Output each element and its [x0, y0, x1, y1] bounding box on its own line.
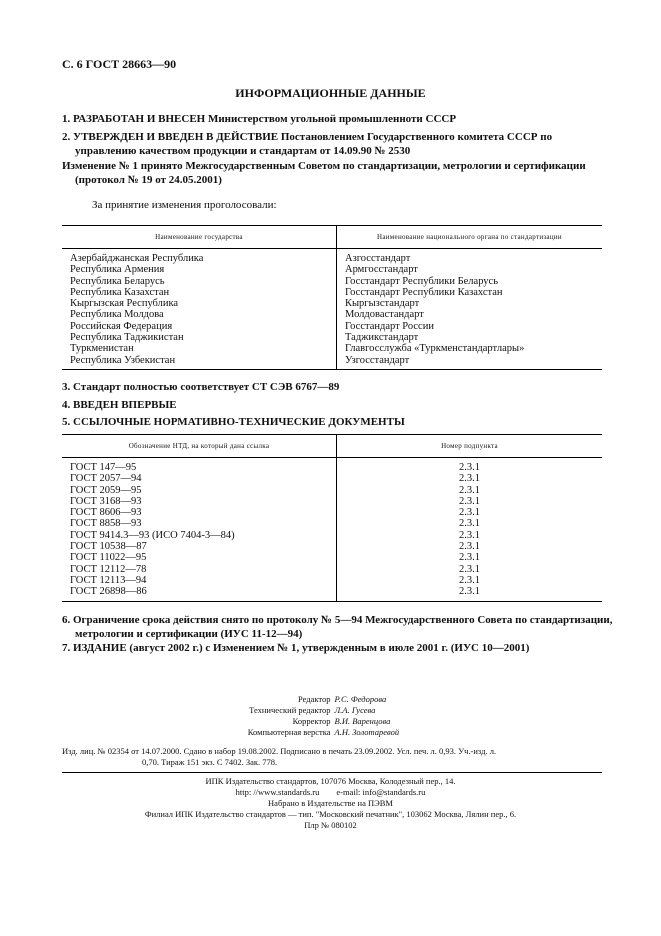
table-cell: Госстандарт России — [345, 320, 434, 332]
table-cell: Главгосслужба «Туркменстандартлары» — [345, 343, 525, 355]
table-cell: 2.3.1 — [337, 586, 603, 601]
table-row — [62, 507, 602, 518]
table-cell: Госстандарт Республики Беларусь — [345, 275, 499, 287]
table-row — [62, 575, 602, 586]
table-row — [62, 485, 602, 496]
table-row — [62, 518, 602, 529]
item-4: 4. ВВЕДЕН ВПЕРВЫЕ — [62, 399, 177, 411]
table-cell: Молдовастандарт — [345, 309, 424, 321]
table-cell: 2.3.1 — [459, 495, 480, 507]
item-1: 1. РАЗРАБОТАН И ВНЕСЕН Министерством угольной промышленноти СССР — [62, 113, 457, 125]
credit-row — [0, 694, 661, 705]
table-cell: 2.3.1 — [459, 574, 480, 586]
table-row — [62, 355, 602, 370]
table-cell: Азгосстандарт — [345, 253, 411, 264]
credit-role: Компьютерная верстка — [247, 727, 331, 737]
table-cell: Республика Узбекистан — [62, 355, 337, 370]
states-col-header: Наименование государства — [62, 226, 337, 249]
table-cell: Госстандарт Республики Казахстан — [345, 286, 503, 298]
item-2: 2. УТВЕРЖДЕН И ВВЕДЕН В ДЕЙСТВИЕ Постановлением Государственного комитета СССР по управлению качеством продукции и стандартам от 14.09.90 № 2530 — [62, 131, 553, 157]
item-6: 6. Ограничение срока действия снято по протоколу № 5—94 Межгосударственного Совета по стандартизации, метрологии и сертификации (ИУС 11-12—94) — [62, 614, 613, 640]
item-7: 7. ИЗДАНИЕ (август 2002 г.) с Изменением № 1, утвержденным в июле 2001 г. (ИУС 10—2001) — [62, 642, 530, 654]
table-cell: 2.3.1 — [459, 484, 480, 496]
refs-col-header: Номер подпункта — [337, 435, 603, 458]
states-table — [62, 225, 602, 370]
table-cell: 2.3.1 — [459, 473, 480, 485]
table-row — [62, 249, 602, 265]
table-row — [62, 287, 602, 298]
table-cell: ГОСТ 11022—95 — [62, 552, 337, 563]
table-cell: ГОСТ 10538—87 — [62, 541, 337, 552]
table-row — [62, 298, 602, 309]
credit-name: А.Н. Золотаревой — [334, 727, 400, 737]
table-cell: ГОСТ 8606—93 — [62, 507, 337, 518]
item-3: 3. Стандарт полностью соответствует СТ СЭВ 6767—89 — [62, 381, 340, 393]
table-cell: ГОСТ 2059—95 — [62, 485, 337, 496]
credit-row — [0, 705, 661, 716]
table-cell: ГОСТ 147—95 — [62, 458, 337, 474]
credits-block — [0, 694, 661, 738]
table-cell: Армгосстандарт — [345, 264, 418, 276]
imprint-line: http: //www.standards.ru e-mail: info@standards.ru — [235, 787, 426, 797]
table-row — [62, 321, 602, 332]
table-cell: 2.3.1 — [459, 529, 480, 541]
table-cell: 2.3.1 — [459, 518, 480, 530]
table-cell: ГОСТ 9414.3—93 (ИСО 7404-3—84) — [62, 530, 337, 541]
references-table — [62, 434, 602, 602]
credit-row — [0, 716, 661, 727]
table-row — [62, 541, 602, 552]
section-title: ИНФОРМАЦИОННЫЕ ДАННЫЕ — [235, 86, 426, 100]
table-cell: Республика Беларусь — [62, 276, 337, 287]
table-cell: Узгосстандарт — [337, 355, 603, 370]
table-cell: ГОСТ 8858—93 — [62, 518, 337, 529]
table-row — [62, 332, 602, 343]
table-cell: 2.3.1 — [459, 563, 480, 575]
publication-info — [62, 746, 602, 768]
table-cell: Республика Молдова — [62, 309, 337, 320]
table-row — [62, 496, 602, 507]
table-cell: Азербайджанская Республика — [62, 249, 337, 265]
table-row — [62, 276, 602, 287]
table-row — [62, 564, 602, 575]
table-cell: 2.3.1 — [459, 507, 480, 519]
table-cell: 2.3.1 — [459, 462, 480, 473]
credit-name: Р.С. Федорова — [334, 694, 387, 704]
table-cell: ГОСТ 3168—93 — [62, 496, 337, 507]
table-cell: ГОСТ 2057—94 — [62, 473, 337, 484]
imprint-block — [0, 776, 661, 831]
page-header: С. 6 ГОСТ 28663—90 — [62, 57, 177, 71]
imprint-line: Филиал ИПК Издательство стандартов — тип. "Московский печатник", 103062 Москва, Лялин пер., 6. — [144, 809, 517, 819]
voted-intro: За принятие изменения проголосовали: — [92, 199, 277, 211]
imprint-line: Набрано в Издательстве на ПЭВМ — [268, 798, 393, 808]
credit-name: Л.А. Гусева — [334, 705, 376, 715]
imprint-line: Плр № 080102 — [304, 820, 357, 830]
credit-row — [0, 727, 661, 738]
table-row — [62, 343, 602, 354]
table-cell: Кыргызская Республика — [62, 298, 337, 309]
item-5: 5. ССЫЛОЧНЫЕ НОРМАТИВНО-ТЕХНИЧЕСКИЕ ДОКУМЕНТЫ — [62, 416, 405, 428]
table-cell: ГОСТ 12113—94 — [62, 575, 337, 586]
table-cell: Туркменистан — [62, 343, 337, 354]
table-row — [62, 458, 602, 474]
credit-role: Редактор — [298, 694, 331, 704]
refs-col-header: Обозначение НТД, на который дана ссылка — [62, 435, 337, 458]
publication-line: 0,70. Тираж 151 экз. С 7402. Зак. 778. — [142, 757, 278, 767]
amendment-note: Изменение № 1 принято Межгосударственным Советом по стандартизации, метрологии и сертификации (протокол № 19 от 24.05.2001) — [62, 160, 586, 186]
credit-role: Корректор — [292, 716, 331, 726]
table-row — [62, 530, 602, 541]
table-cell: Республика Таджикистан — [62, 332, 337, 343]
publication-line: Изд. лиц. № 02354 от 14.07.2000. Сдано в набор 19.08.2002. Подписано в печать 23.09.2002. Усл. печ. л. 0,93. Уч.-изд. л. — [62, 746, 497, 756]
table-cell: ГОСТ 26898—86 — [62, 586, 337, 601]
table-cell: Таджикстандарт — [345, 332, 419, 344]
table-row — [62, 586, 602, 601]
table-cell: Республика Армения — [62, 264, 337, 275]
table-row — [62, 264, 602, 275]
table-row — [62, 552, 602, 563]
table-cell: 2.3.1 — [459, 552, 480, 564]
table-row — [62, 473, 602, 484]
table-row — [62, 309, 602, 320]
imprint-line: ИПК Издательство стандартов, 107076 Москва, Колодезный пер., 14. — [205, 776, 456, 786]
divider — [62, 772, 602, 773]
table-cell: Кыргызстандарт — [345, 298, 420, 310]
table-cell: 2.3.1 — [459, 541, 480, 553]
credit-name: В.И. Варенцова — [334, 716, 391, 726]
table-cell: ГОСТ 12112—78 — [62, 564, 337, 575]
credit-role: Технический редактор — [249, 705, 331, 715]
table-cell: Республика Казахстан — [62, 287, 337, 298]
table-cell: Российская Федерация — [62, 321, 337, 332]
states-col-header: Наименование национального органа по стандартизации — [337, 226, 603, 249]
